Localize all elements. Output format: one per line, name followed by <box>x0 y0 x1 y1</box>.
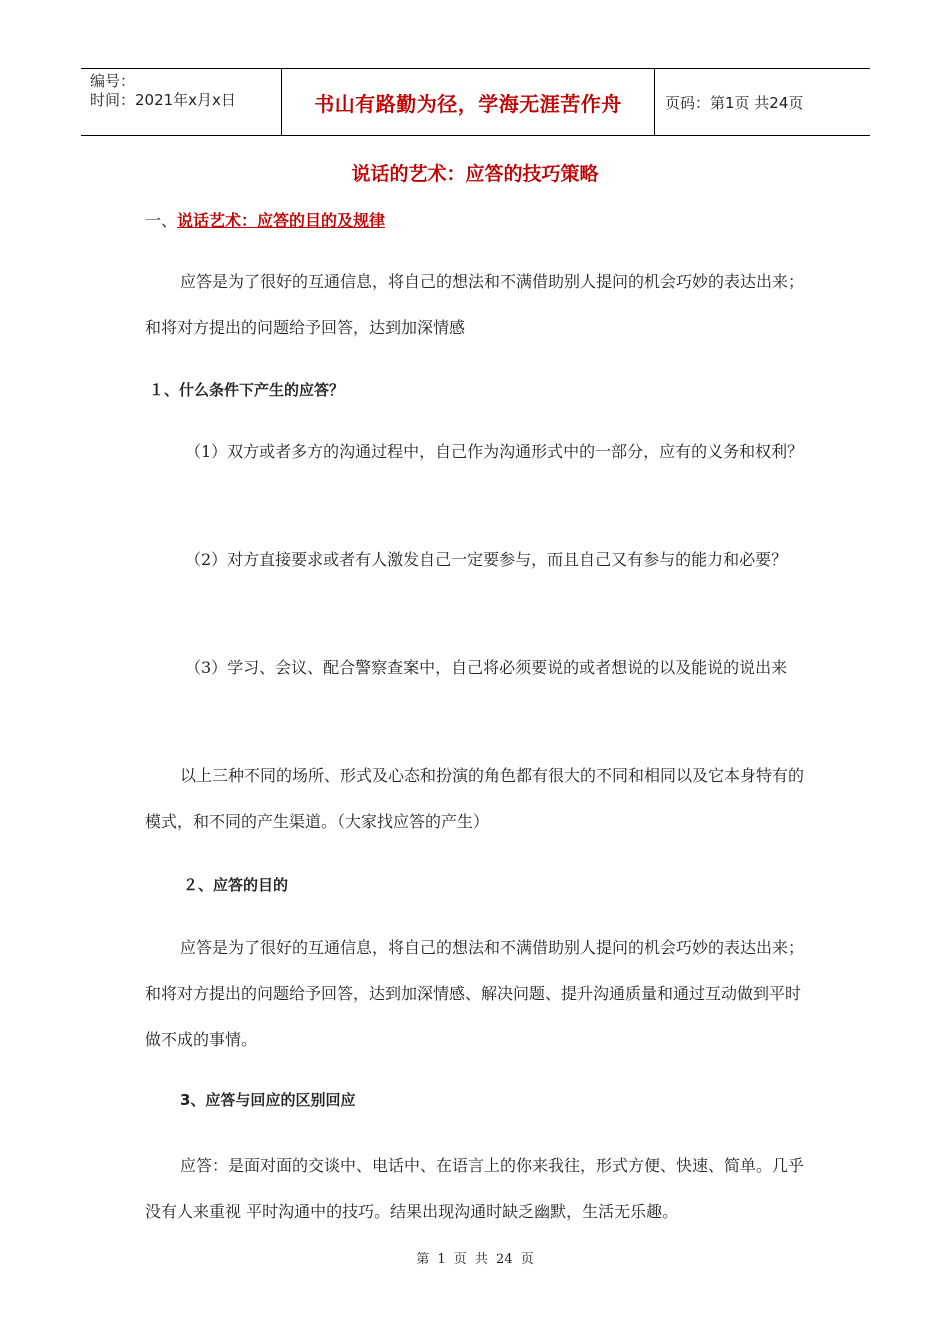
section-heading <box>145 208 385 231</box>
subheading-conditions: １、什么条件下产生的应答？ <box>149 381 345 399</box>
date-label: 时间：2021年x月x日 <box>90 91 236 109</box>
condition-item-2: （2）对方直接要求或者有人激发自己一定要参与，而且自己又有参与的能力和必要？ <box>185 550 788 569</box>
subheading-difference: 3、应答与回应的区别回应 <box>180 1091 356 1109</box>
answer-definition-paragraph: 应答：是面对面的交谈中、电话中、在语言上的你来我往，形式方便、快速、简单。几乎没有人来重视 平时沟通中的技巧。结果出现沟通时缺乏幽默，生活无乐趣。 <box>145 1156 805 1221</box>
section-number: 一、 <box>145 211 178 230</box>
document-title: 说话的艺术：应答的技巧策略 <box>351 163 599 185</box>
header-page-info: 页码：第1页 共24页 <box>665 93 804 112</box>
document-header-table <box>81 68 870 136</box>
page-footer: 第 1 页 共 24 页 <box>416 1252 534 1267</box>
header-meta-cell <box>81 69 282 135</box>
purpose-paragraph: 应答是为了很好的互通信息，将自己的想法和不满借助别人提问的机会巧妙的表达出来；和将对方提出的问题给予回答，达到加深情感、解决问题、提升沟通质量和通过互动做到平时做不成的事情。 <box>145 938 805 1049</box>
section-heading-text: 说话艺术：应答的目的及规律 <box>177 211 386 230</box>
condition-item-3: （3）学习、会议、配合警察查案中，自己将必须要说的或者想说的以及能说的说出来 <box>185 658 788 677</box>
code-label: 编号： <box>90 72 136 90</box>
condition-item-1: （1）双方或者多方的沟通过程中，自己作为沟通形式中的一部分，应有的义务和权利？ <box>185 442 804 461</box>
summary-paragraph: 以上三种不同的场所、形式及心态和扮演的角色都有很大的不同和相同以及它本身特有的模式，和不同的产生渠道。（大家找应答的产生） <box>145 766 805 831</box>
subheading-purpose: ２、应答的目的 <box>183 876 289 894</box>
intro-paragraph: 应答是为了很好的互通信息，将自己的想法和不满借助别人提问的机会巧妙的表达出来；和将对方提出的问题给予回答，达到加深情感 <box>145 272 805 337</box>
header-motto: 书山有路勤为径，学海无涯苦作舟 <box>282 69 655 135</box>
